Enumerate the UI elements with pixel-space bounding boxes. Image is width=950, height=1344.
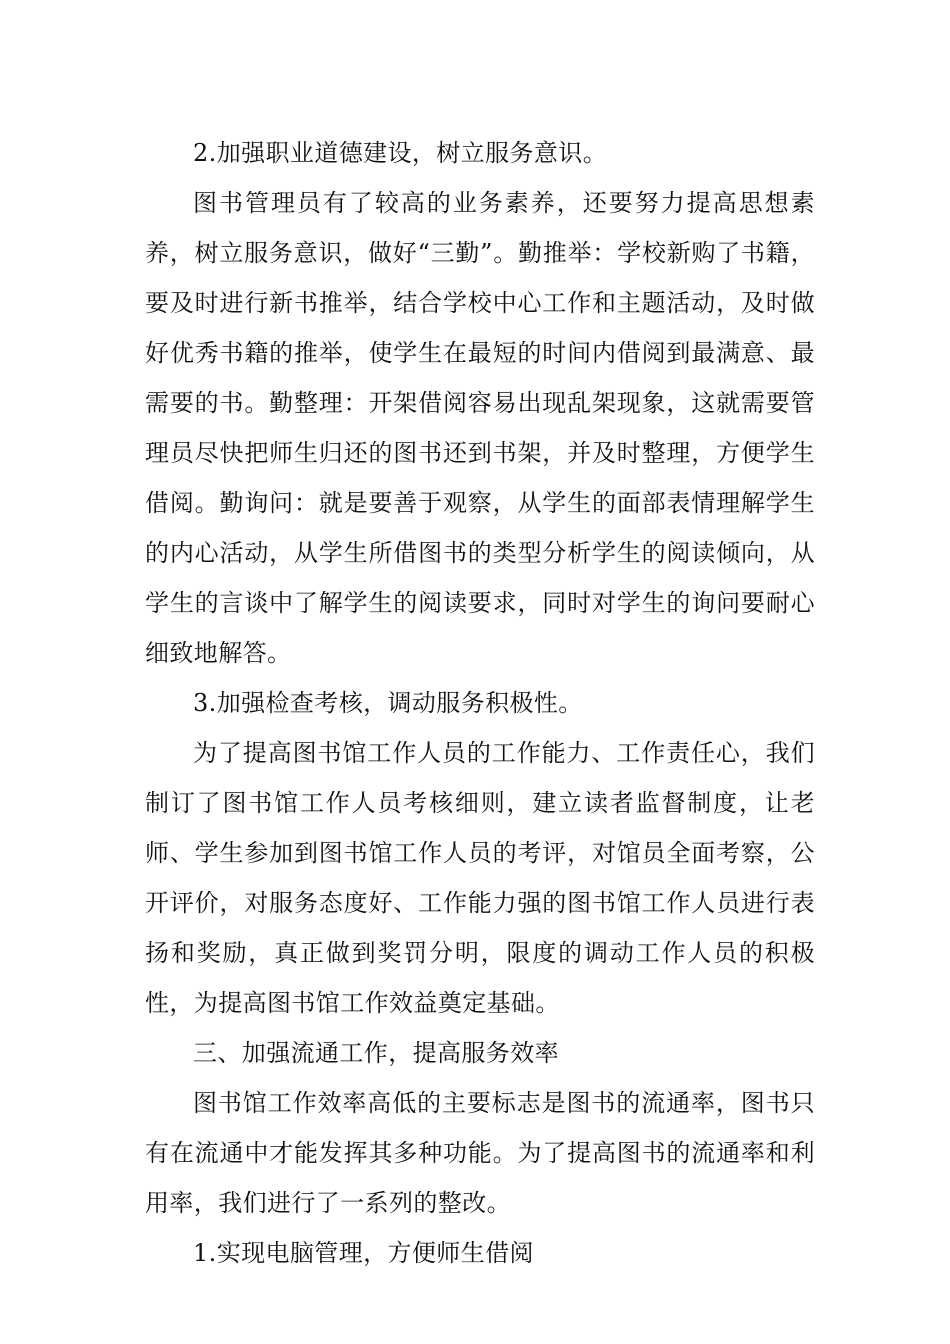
subheading-3: 3.加强检查考核，调动服务积极性。: [193, 689, 583, 717]
paragraph-assessment: 为了提高图书馆工作人员的工作能力、工作责任心，我们制订了图书馆工作人员考核细则，建立读者监督制度，让老师、学生参加到图书馆工作人员的考评，对馆员全面考察，公开评价，对服务态度好、工作能力强的图书馆工作人员进行表扬和奖励，真正做到奖罚分明，限度的调动工作人员的积极性，为提高图书馆工作效益奠定基础。: [145, 739, 815, 1017]
section-heading-3: 三、加强流通工作，提高服务效率: [193, 1039, 559, 1067]
paragraph-service-awareness: 图书管理员有了较高的业务素养，还要努力提高思想素养，树立服务意识，做好“三勤”。勤推举：学校新购了书籍，要及时进行新书推举，结合学校中心工作和主题活动，及时做好优秀书籍的推举，使学生在最短的时间内借阅到最满意、最需要的书。勤整理：开架借阅容易出现乱架现象，这就需要管理员尽快把师生归还的图书还到书架，并及时整理，方便学生借阅。勤询问：就是要善于观察，从学生的面部表情理解学生的内心活动，从学生所借图书的类型分析学生的阅读倾向，从学生的言谈中了解学生的阅读要求，同时对学生的询问要耐心细致地解答。: [145, 189, 815, 667]
paragraph-circulation: 图书馆工作效率高低的主要标志是图书的流通率，图书只有在流通中才能发挥其多种功能。为了提高图书的流通率和利用率，我们进行了一系列的整改。: [145, 1089, 815, 1217]
subheading-2: 2.加强职业道德建设，树立服务意识。: [193, 139, 608, 167]
subheading-1: 1.实现电脑管理，方便师生借阅: [193, 1239, 534, 1267]
document-body: [145, 128, 815, 1278]
